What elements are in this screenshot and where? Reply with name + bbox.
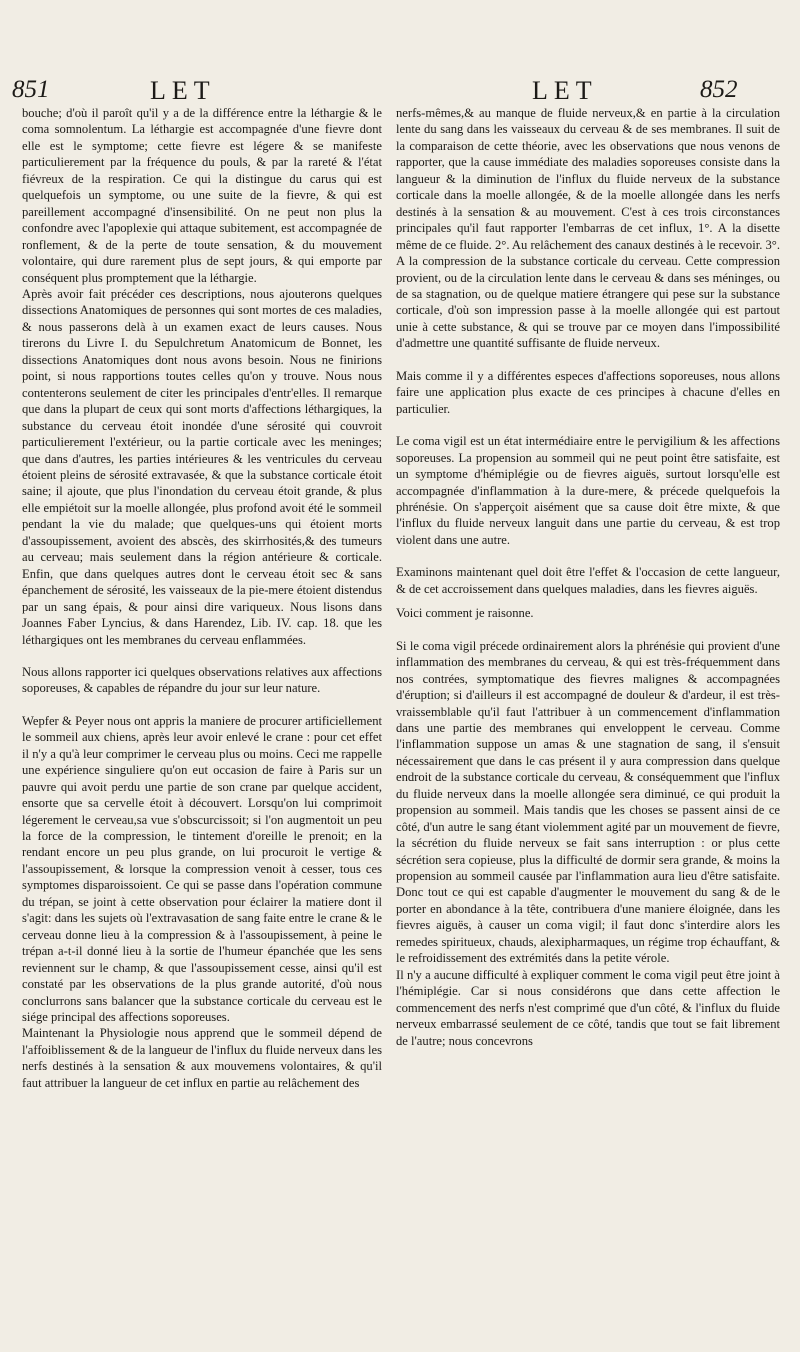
paragraph-gap [22,697,382,713]
left-page-number: 851 [12,76,50,103]
left-running-title: LET [150,76,216,105]
paragraph-gap [396,352,780,368]
running-header [0,76,800,106]
left-text-column [22,105,382,1091]
right-paragraph-3: Le coma vigil est un état intermédiaire entre le pervigilium & les affections soporeuses. La propension au sommeil qui ne peut point être satisfaite, est un symptome d'hémiplégie ou de fievres aiguës, surtout lorsqu'elle est accompagnée d'inflammation à la dure-mere, & précede quelquefois la phrénésie. On s'apperçoit aisément que sa cause doit être mixte, & que l'influx du fluide nerveux languit dans une partie du cerveau, & est trop violent dans une autre. [396,434,780,547]
right-page-number: 852 [700,76,738,103]
right-paragraph-6: Si le coma vigil précede ordinairement alors la phrénésie qui provient d'une inflammation des membranes du cerveau, & qui est très-fréquemment dans nos contrées, symptomatique des fievres malignes & accompagnées d'éruption; si d'ailleurs il est accompagné de douleur & d'ardeur, il est très-vraissemblable qu'il faut l'attribuer à un commencement d'inflammation dans une partie des membranes qui enveloppent le cerveau. Comme l'inflammation suppose un amas & une stagnation de sang, il s'ensuit nécessairement que dans le cas présent il y aura compression dans quelque endroit de la substance corticale du cerveau, & conséquemment que l'influx du fluide nerveux dans la moelle allongée sera diminué, ce qui produit la propension au sommeil. Mais tandis que les choses se passent ainsi de ce côté, d'un autre le sang étant violemment agité par un mouvement de fievre, la sécrétion du fluide nerveux se fait sans interruption : or plus cette sécrétion sera copieuse, plus la difficulté de dormir sera grande, & moins la propension au sommeil causée par l'inflammation aura lieu d'être satisfaite. Donc tout ce qui est capable d'augmenter le mouvement du sang & de le porter en abondance à la tête, contribuera d'une maniere éloignée, dans les fievres aiguës, à causer un coma vigil; il faut donc s'interdire alors les remedes spiritueux, chauds, alexipharmaques, un régime trop échauffant, & le refroidissement des extrémités dans la petite vérole. [396,638,780,966]
left-paragraph-5: Maintenant la Physiologie nous apprend que le sommeil dépend de l'affoiblissement & de la langueur de l'influx du fluide nerveux dans les nerfs destinés à la sensation & aux mouvemens volontaires, & qu'il faut attribuer la langueur de cet influx en partie au relâchement des [22,1026,382,1090]
paragraph-gap [396,548,780,564]
left-paragraph-2: Après avoir fait précéder ces descriptions, nous ajouterons quelques dissections Anatomiques de personnes qui sont mortes de ces maladies, & nous passerons delà à un examen exact de leurs causes. Nous tirerons du Livre I. du Sepulchretum Anatomicum de Bonnet, les dissections Anatomiques dont nous avons besoin. Nous ne finirions point, si nous rapportions toutes celles qu'on y trouve. Nous nous contenterons seulement de citer les principales d'entr'elles. Il remarque que dans la plupart de ceux qui sont morts d'affections léthargiques, la substance du cerveau étoit inondée d'une sérosité qui couvroit particulierement l'extérieur, ou la partie corticale avec les meninges; que dans d'autres, les parties intérieures & les ventricules du cerveau étoient pleins de sérosité extravasée, & que la substance corticale étoit saine; il ajoute, que plus l'inondation du cerveau étoit grande, & plus elle empiétoit sur la moelle allongée, plus profond avoit été le sommeil pendant la vie du malade; que quelques-uns qui étoient morts d'assoupissement, avoient des abscès, des skirrhosités,& des tumeurs au cerveau; mais seulement dans la région antérieure & corticale. Enfin, que dans quelques autres dont le cerveau étoit sec & sans épanchement de sérosité, les vaisseaux de la pie-mere étoient distendus par un sang épais, & pour ainsi dire variqueux. Nous lisons dans Joannes Faber Lyncius, & dans Harendez, Lib. IV. cap. 18. que les léthargiques ont les membranes du cerveau enflammées. [22,286,382,647]
right-running-title: LET [532,76,598,105]
right-text-column [396,105,780,1049]
paragraph-gap [396,622,780,638]
left-paragraph-4: Wepfer & Peyer nous ont appris la maniere de procurer artificiellement le sommeil aux chiens, après leur avoir enlevé le crane : pour cet effet il n'y a qu'à leur comprimer le cerveau plus ou moins. Ceci me rappelle une expérience singuliere qu'on eut occasion de faire à Paris sur un pauvre qui avoit perdu une partie de son crane par quelque accident, ensorte que sa cervelle étoit à découvert. Lorsqu'on lui comprimoit légerement le cerveau,sa vue s'obscurcissoit; si l'on augmentoit un peu la force de la compression, le tintement d'oreille le prenoit; en la rendant encore un peu plus grande, on lui procuroit le vertige & l'assoupissement, & lorsque la compression venoit à cesser, tous ces symptomes disparoissoient. Ce qui se passe dans l'opération commune du trépan, se joint à cette observation pour éclairer la matiere dont il s'agit: dans les sujets où l'extravasation de sang faite entre le crane & le cerveau donne lieu à la compression & à l'assoupissement, à peine le trépan a-t-il donné lieu à la sortie de l'humeur épanchée que les sens reviennent sur le champ, & que l'assoupissement cesse, ainsi qu'il est constaté par les observations de la plus grande autorité, d'où nous conclurrons sans balancer que la substance corticale du cerveau est le siége principal des affections soporeuses. [22,713,382,1025]
right-paragraph-1: nerfs-mêmes,& au manque de fluide nerveux,& en partie à la circulation lente du sang dans les vaisseaux du cerveau & de ses membranes. Il suit de la comparaison de cette théorie, avec les observations que nous venons de rapporter, que la cause immédiate des maladies soporeuses consiste dans la langueur & la diminution de l'influx du fluide nerveux de la substance corticale dans la moelle allongée, & de la moelle allongée dans les nerfs destinés à la sensation & au mouvement. C'est à ces trois circonstances principales qu'il faut rapporter l'embarras de cet influx, 1°. A la disette même de ce fluide. 2°. Au relâchement des canaux destinés à le recevoir. 3°. A la compression de la substance corticale du cerveau. Cette compression provient, ou de la circulation lente dans le cerveau & dans ses méninges, ou de sa stagnation, ou de quelque matiere étrangere qui pese sur la substance corticale, d'où son impression passe à la moelle allongée qui est partout unie à cette substance, & qui se trouve par ce moyen dans l'impossibilité d'admettre une quantité suffisante de fluide nerveux. [396,106,780,351]
right-paragraph-4: Examinons maintenant quel doit être l'effet & l'occasion de cette langueur, & de cet accroissement dans quelques maladies, dans les fievres aiguës. [396,565,780,596]
left-paragraph-1: bouche; d'où il paroît qu'il y a de la différence entre la léthargie & le coma somnolentum. La léthargie est accompagnée d'une fievre dont elle est le symptome; cette fievre est légere & se manifeste particulierement par la fréquence du pouls, & par la rareté & l'état fiévreux de la respiration. Ce qui la distingue du carus qui est quelquefois un symptome, ou une suite de la fievre, & qui est pareillement accompagné d'insensibilité. On ne peut non plus la confondre avec l'apoplexie qui attaque subitement, est accompagnée de ronflement, & de la perte de toute sensation, & du mouvement volontaire, qui dure rarement plus de sept jours, & qui emporte par conséquent plus promptement que la léthargie. [22,106,382,285]
right-paragraph-2: Mais comme il y a différentes especes d'affections soporeuses, nous allons faire une application plus exacte de ces principes à chacune d'elles en particulier. [396,368,780,416]
paragraph-gap [396,597,780,605]
right-paragraph-5: Voici comment je raisonne. [396,606,534,621]
left-paragraph-3: Nous allons rapporter ici quelques observations relatives aux affections soporeuses, & capables de répandre du jour sur leur nature. [22,664,382,696]
right-paragraph-7: Il n'y a aucune difficulté à expliquer comment le coma vigil peut être joint à l'hémiplégie. Car si nous considérons que dans cette affection le commencement des nerfs n'est comprimé que d'un côté, & l'influx du fluide nerveux embarrassé seulement de ce côté, tandis que tout se fait librement de l'autre; nous concevrons [396,967,780,1048]
paragraph-gap [22,648,382,664]
paragraph-gap [396,417,780,433]
